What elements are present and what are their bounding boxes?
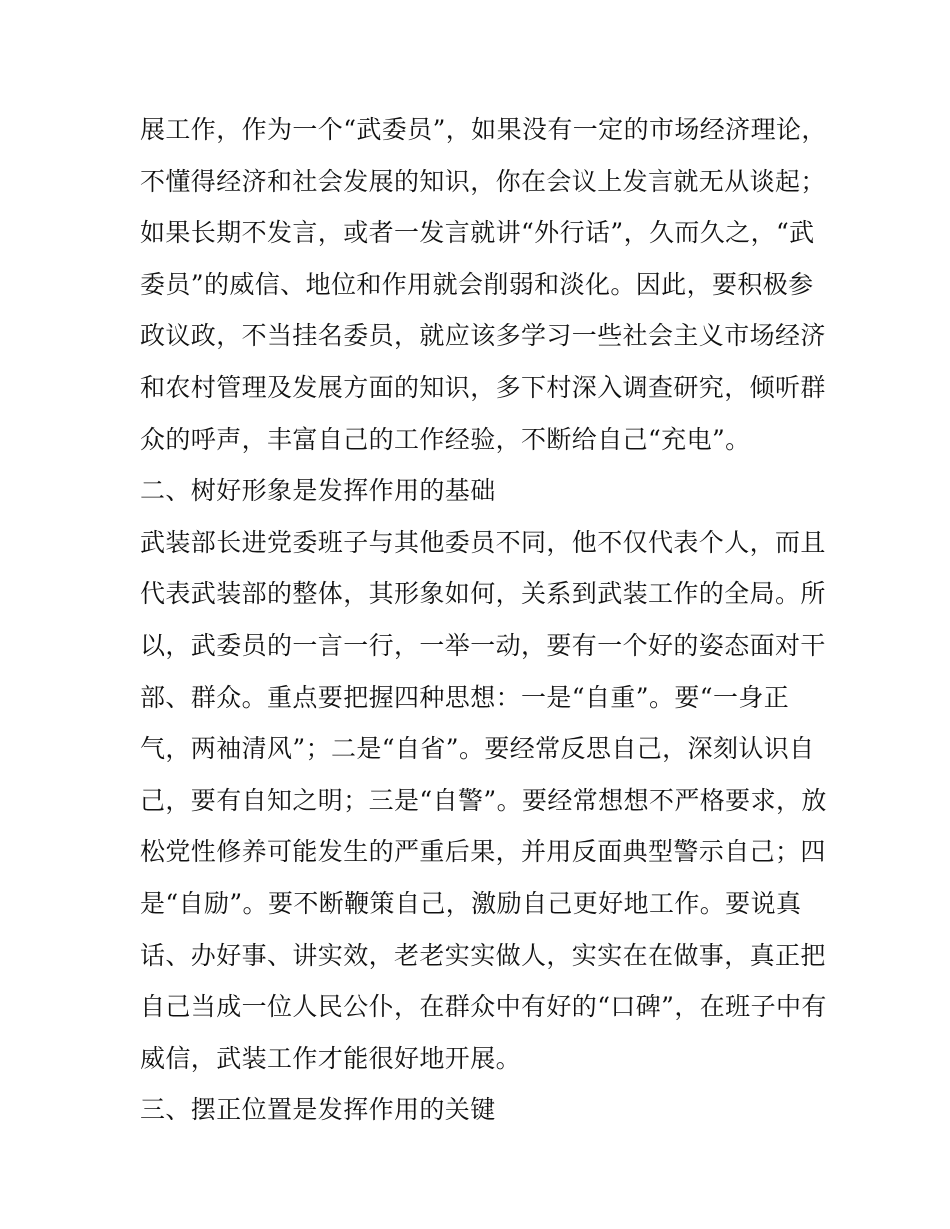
paragraph-line: 政议政，不当挂名委员，就应该多学习一些社会主义市场经济 (140, 321, 826, 351)
paragraph-line: 众的呼声，丰富自己的工作经验，不断给自己“充电”。 (140, 424, 751, 454)
paragraph-line: 如果长期不发言，或者一发言就讲“外行话”，久而久之，“武 (140, 218, 815, 248)
paragraph-line: 和农村管理及发展方面的知识，多下村深入调查研究，倾听群 (140, 372, 826, 402)
paragraph-line: 不懂得经济和社会发展的知识，你在会议上发言就无从谈起； (140, 166, 826, 196)
paragraph-line: 松党性修养可能发生的严重后果，并用反面典型警示自己；四 (140, 837, 826, 867)
paragraph-line: 己，要有自知之明；三是“自警”。要经常想想不严格要求，放 (140, 785, 827, 815)
paragraph-line: 部、群众。重点要把握四种思想：一是“自重”。要“一身正 (140, 682, 790, 712)
paragraph-line: 武装部长进党委班子与其他委员不同，他不仅代表个人，而且 (140, 527, 826, 557)
paragraph-line: 展工作，作为一个“武委员”，如果没有一定的市场经济理论， (140, 115, 827, 144)
paragraph-line: 自己当成一位人民公仆，在群众中有好的“口碑”，在班子中有 (140, 992, 827, 1022)
paragraph-line: 以，武委员的一言一行，一举一动，要有一个好的姿态面对干 (140, 630, 826, 660)
paragraph-line: 委员”的威信、地位和作用就会削弱和淡化。因此，要积极参 (140, 269, 814, 299)
paragraph-line: 代表武装部的整体，其形象如何，关系到武装工作的全局。所 (140, 579, 826, 609)
paragraph-line: 是“自励”。要不断鞭策自己，激励自己更好地工作。要说真 (140, 888, 802, 918)
paragraph-line: 气，两袖清风”；二是“自省”。要经常反思自己，深刻认识自 (140, 734, 815, 764)
paragraph-line: 话、办好事、讲实效，老老实实做人，实实在在做事，真正把 (140, 940, 826, 970)
body-text (140, 104, 827, 1136)
paragraph-line: 威信，武装工作才能很好地开展。 (140, 1043, 522, 1073)
section-heading: 三、摆正位置是发挥作用的关键 (140, 1095, 496, 1125)
section-heading: 二、树好形象是发挥作用的基础 (140, 476, 496, 506)
